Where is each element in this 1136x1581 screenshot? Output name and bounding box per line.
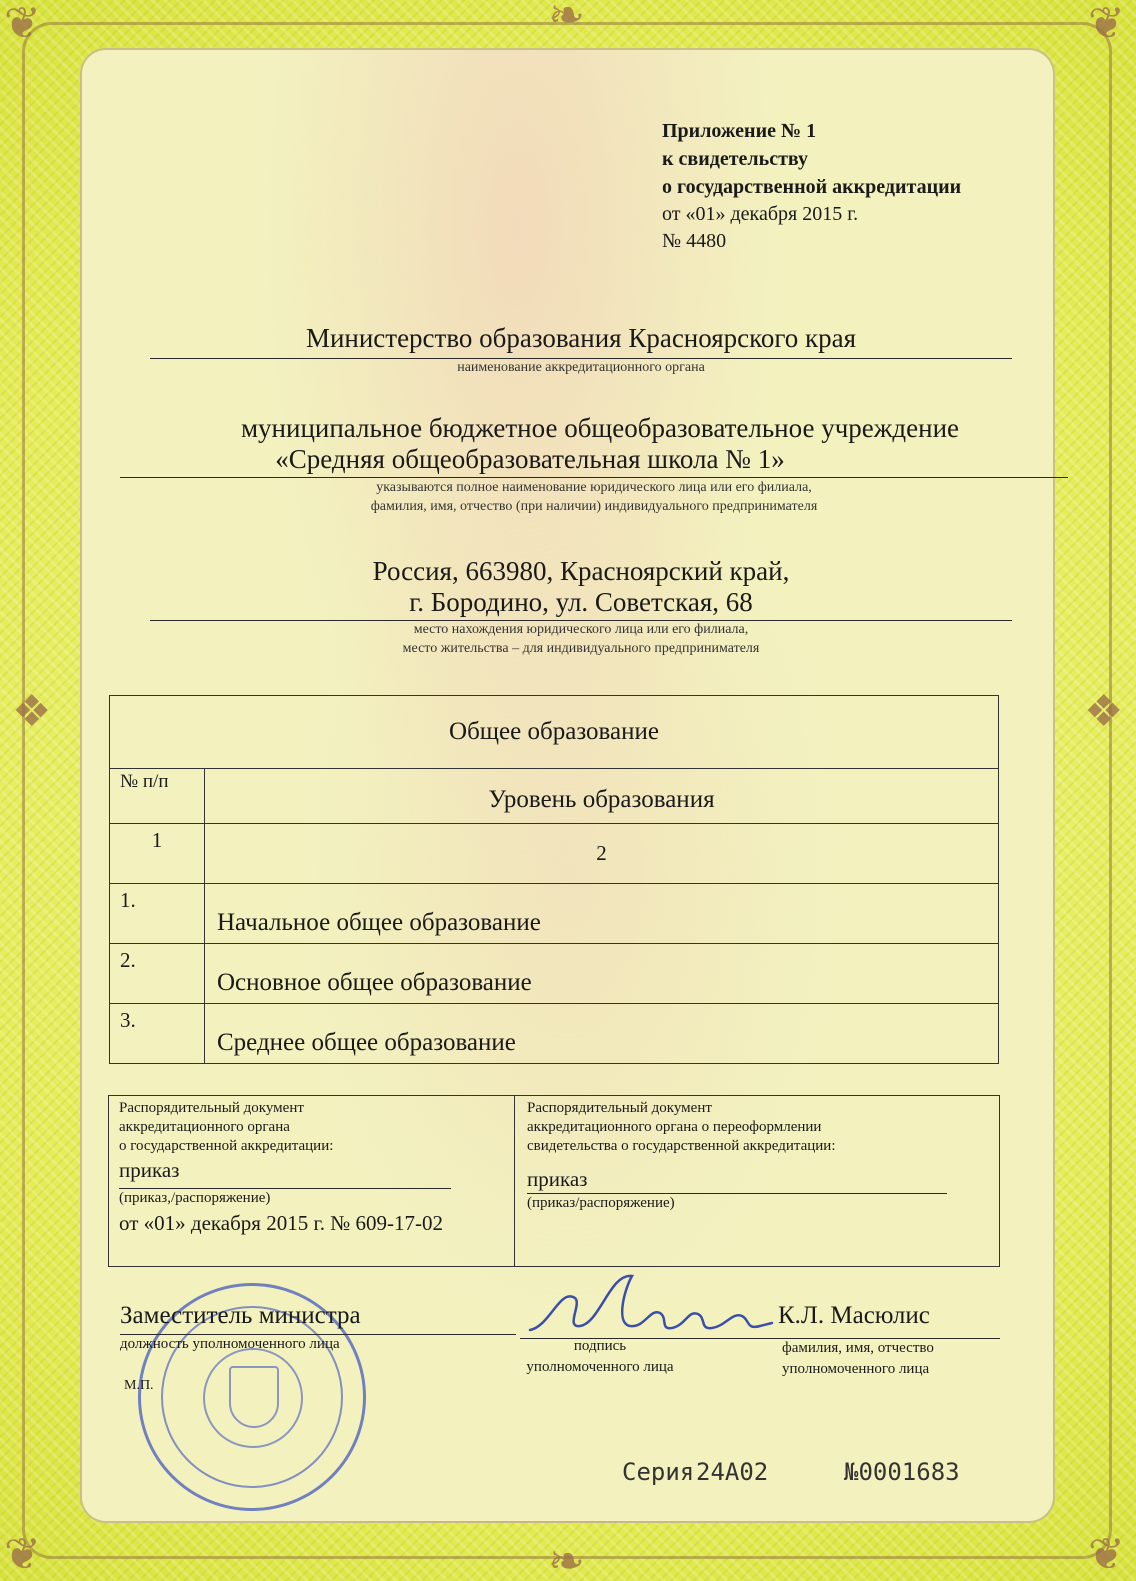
series-value: 24А02	[696, 1458, 769, 1486]
address-underline	[150, 620, 1012, 621]
table-col-index: 1	[110, 824, 205, 884]
order-left-underline	[119, 1188, 451, 1189]
appendix-date: от «01» декабря 2015 г.	[662, 203, 859, 225]
signer-name: К.Л. Масюлис	[778, 1302, 930, 1329]
order-left-label: о государственной аккредитации:	[119, 1138, 334, 1154]
order-right-underline	[527, 1193, 947, 1194]
appendix-number: № 4480	[662, 230, 727, 252]
series-label: Серия	[622, 1458, 695, 1486]
table-title: Общее образование	[110, 696, 999, 769]
signer-position: Заместитель министра	[120, 1302, 361, 1329]
address-caption: место нахождения юридического лица или его филиала,	[413, 622, 749, 637]
signature-caption: подпись	[573, 1338, 627, 1354]
order-left-value: приказ	[119, 1158, 180, 1182]
top-ornament-icon: ❧	[548, 0, 585, 40]
authority-name: Министерство образования Красноярского края	[305, 323, 857, 353]
form-number: №0001683	[844, 1458, 960, 1486]
order-right-label: свидетельства о государственной аккредитации:	[527, 1138, 836, 1154]
stamp-label: М.П.	[124, 1378, 154, 1393]
organization-name-line2: «Средняя общеобразовательная школа № 1»	[275, 444, 785, 474]
corner-ornament-icon: ❦	[4, 0, 41, 48]
authority-underline	[150, 358, 1012, 359]
organization-underline	[120, 477, 1068, 478]
corner-ornament-icon: ❦	[4, 1530, 41, 1579]
organization-name-line1: муниципальное бюджетное общеобразовательное учреждение	[240, 413, 960, 443]
table-row	[110, 944, 999, 1004]
order-left-label: аккредитационного органа	[119, 1119, 290, 1135]
row-number: 1.	[110, 884, 205, 944]
row-level: Основное общее образование	[205, 944, 999, 1004]
order-right-value: приказ	[527, 1167, 588, 1191]
position-caption: должность уполномоченного лица	[120, 1336, 340, 1352]
table-col-index: 2	[205, 824, 999, 884]
order-right-label: Распорядительный документ	[527, 1100, 712, 1116]
orders-divider	[514, 1096, 515, 1266]
order-right-label: аккредитационного органа о переоформлении	[527, 1119, 822, 1135]
address-caption: место жительства – для индивидуального предпринимателя	[402, 641, 760, 656]
address-line2: г. Бородино, ул. Советская, 68	[409, 587, 753, 617]
organization-caption: фамилия, имя, отчество (при наличии) индивидуального предпринимателя	[370, 499, 818, 514]
corner-ornament-icon: ❦	[1088, 1530, 1125, 1579]
organization-caption: указываются полное наименование юридического лица или его филиала,	[376, 480, 812, 495]
bottom-ornament-icon: ❧	[548, 1537, 585, 1581]
side-ornament-icon: ❖	[12, 687, 52, 736]
name-caption: фамилия, имя, отчество	[782, 1340, 934, 1356]
coat-of-arms-icon	[229, 1366, 279, 1428]
table-header-number: № п/п	[110, 769, 205, 824]
row-number: 2.	[110, 944, 205, 1004]
handwritten-signature-icon	[520, 1268, 780, 1348]
side-ornament-icon: ❖	[1084, 687, 1124, 736]
table-header-level: Уровень образования	[205, 769, 999, 824]
order-right-caption: (приказ/распоряжение)	[527, 1195, 675, 1211]
table-row	[110, 1004, 999, 1064]
order-left-caption: (приказ,/распоряжение)	[119, 1190, 271, 1206]
name-caption: уполномоченного лица	[782, 1361, 930, 1377]
appendix-line: к свидетельству	[662, 148, 809, 170]
appendix-title: Приложение № 1	[662, 120, 817, 142]
position-underline	[120, 1334, 516, 1335]
row-number: 3.	[110, 1004, 205, 1064]
signature-caption: уполномоченного лица	[526, 1359, 674, 1375]
row-level: Среднее общее образование	[205, 1004, 999, 1064]
corner-ornament-icon: ❦	[1088, 0, 1125, 48]
address-line1: Россия, 663980, Красноярский край,	[372, 556, 790, 586]
row-level: Начальное общее образование	[205, 884, 999, 944]
order-left-date: от «01» декабря 2015 г. № 609-17-02	[119, 1211, 443, 1235]
appendix-line: о государственной аккредитации	[662, 176, 962, 198]
order-left-label: Распорядительный документ	[119, 1100, 304, 1116]
education-levels-table	[109, 695, 999, 1064]
orders-box	[108, 1095, 1000, 1267]
authority-caption: наименование аккредитационного органа	[457, 360, 705, 375]
table-row	[110, 884, 999, 944]
